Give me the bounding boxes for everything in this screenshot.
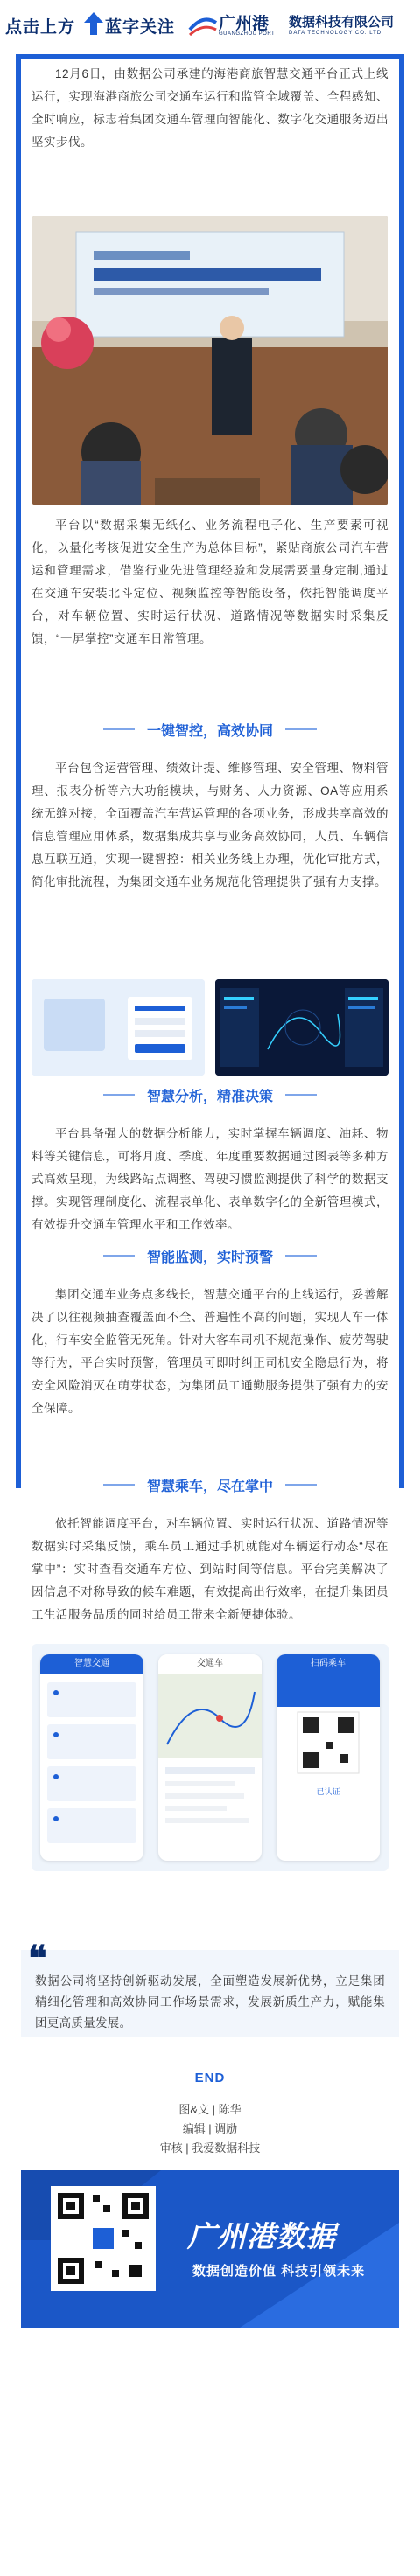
section-4-right-rule	[285, 1484, 317, 1486]
follow-qr-code[interactable]	[51, 2186, 156, 2291]
credit-review: 审核 | 我爱数据科技	[159, 2141, 261, 2155]
article-paragraph-3: 平台包含运营管理、绩效计提、维修管理、安全管理、物料管理、报表分析等六大功能模块，与财务、人力资源、OA等应用系统无缝对接，全面覆盖汽车营运管理的各项业务，形成共享高效的信息管理应用体系，数据集成共享与业务高效协同，人员、车辆信息互联互通，实现一键智控：相关业务线上办理，优化审批方式，简化审批流程，为集团交通车业务规范化管理提供了强有力支撑。	[32, 762, 388, 888]
article-paragraph-6: 依托智能调度平台，对车辆位置、实时运行状况、道路情况等数据实时采集反馈，乘车员工通过手机就能对车辆运行动态“尽在掌中”：实时查看交通车方位、到站时间等信息。平台完美解决了因信息不对称导致的候车难题，有效提高出行效率，在提升集团员工生活服务品质的同时给员工带来全新便捷体验。	[32, 1517, 388, 1621]
section-title-1: 一键智控，高效协同	[146, 724, 273, 739]
end-marker: END	[194, 2071, 226, 2085]
footer-slogan: 数据创造价值 科技引领未来	[192, 2264, 366, 2279]
article-paragraph-5: 集团交通车业务点多线长，智慧交通平台的上线运行，妥善解决了以往视频抽查覆盖面不全、普遍性不高的问题，实现人车一体化，行车安全监管无死角。针对大客车司机不规范操作、疲劳驾驶等行为，平台实时预警，管理员可即时纠正司机安全隐患行为，将安全风险消灭在萌芽状态，为集团员工通勤服务提供了强有力的安全保障。	[32, 1288, 388, 1415]
event-photo-illustration	[32, 216, 388, 505]
follow-link[interactable]: 蓝字关注	[105, 18, 176, 37]
credit-editor: 编辑 | 调励	[182, 2122, 238, 2135]
logo-english-text: GUANGZHOU PORT	[219, 31, 276, 37]
company-english-name: DATA TECHNOLOGY CO.,LTD	[289, 31, 382, 36]
route-map-illustration	[158, 1674, 262, 1861]
phone-mockup-map	[158, 1654, 262, 1861]
section-3-right-rule	[285, 1255, 317, 1257]
article-paragraph-4: 平台具备强大的数据分析能力，实时掌握车辆调度、油耗、物料等关键信息，可将月度、季度、年度重要数据通过图表等多种方式高效呈现，为线路站点调整、驾驶习惯监测提供了科学的数据支撑。实现管理制度化、流程表单化、表单数字化的全新管理模式，有效提升交通车管理水平和工作效率。	[32, 1127, 388, 1231]
platform-login-screenshot	[32, 979, 205, 1076]
section-title-4: 智慧乘车，尽在掌中	[146, 1479, 273, 1494]
section-title-2: 智慧分析，精准决策	[146, 1090, 273, 1104]
follow-cta-text: 点击上方	[5, 18, 76, 37]
launch-event-photo	[32, 216, 388, 505]
top-banner	[0, 0, 420, 54]
qr-status-label: 已认证	[316, 1787, 340, 1796]
frame-left-border	[16, 54, 21, 1488]
guangzhou-port-logo-icon	[188, 10, 218, 38]
quote-text: 数据公司将坚持创新驱动发展，全面塑造发展新优势，立足集团精细化管理和高效协同工作场景需求，发展新质生产力，赋能集团更高质量发展。	[35, 1974, 385, 2029]
qr-code-icon	[51, 2186, 156, 2291]
article-paragraph-1: 12月6日，由数据公司承建的海港商旅智慧交通平台正式上线运行，实现海港商旅公司交通车运行和监管全域覆盖、全程感知、全时响应，标志着集团交通车管理向智能化、数字化交通服务迈出坚实步伐。	[32, 67, 388, 149]
section-2-right-rule	[285, 1094, 317, 1096]
frame-top-border	[16, 54, 404, 59]
platform-dashboard-screenshot	[215, 979, 388, 1076]
mobile-app-screenshots	[32, 1644, 388, 1871]
phone-3-header: 扫码乘车	[276, 1654, 380, 1707]
credit-author: 图&文 | 陈华	[178, 2103, 242, 2116]
article-paragraph-2: 平台以“数据采集无纸化、业务流程电子化、生产要素可视化，以量化考核促进安全生产为总体目标”，紧贴商旅公司汽车营运和管理需求，借鉴行业先进管理经验和发展需要量身定制,通过在交通车安装北斗定位、视频监控等智能设备，依托智能调度平台，对车辆位置、实时运行状况、道路情况等数据实时采集反馈，“一屏掌控”交通车日常管理。	[32, 519, 388, 645]
trip-list-illustration	[40, 1674, 144, 1861]
up-arrow-icon	[84, 12, 103, 35]
phone-2-header: 交通车	[158, 1654, 262, 1674]
frame-right-border	[399, 54, 404, 1488]
phone-mockup-qr-ride	[276, 1654, 380, 1861]
section-1-right-rule	[285, 728, 317, 730]
quote-mark-icon: ❝	[28, 1938, 47, 1979]
login-page-illustration	[32, 979, 205, 1076]
dashboard-illustration	[215, 979, 388, 1076]
phone-mockup-trip-list	[40, 1654, 144, 1861]
company-name: 数据科技有限公司	[289, 15, 395, 30]
footer-brand-name: 广州港数据	[187, 2220, 336, 2252]
phone-1-header: 智慧交通	[40, 1654, 144, 1674]
qr-code-illustration	[276, 1707, 380, 1838]
section-title-3: 智能监测，实时预警	[146, 1250, 273, 1265]
logo-text: 广州港	[219, 15, 270, 33]
